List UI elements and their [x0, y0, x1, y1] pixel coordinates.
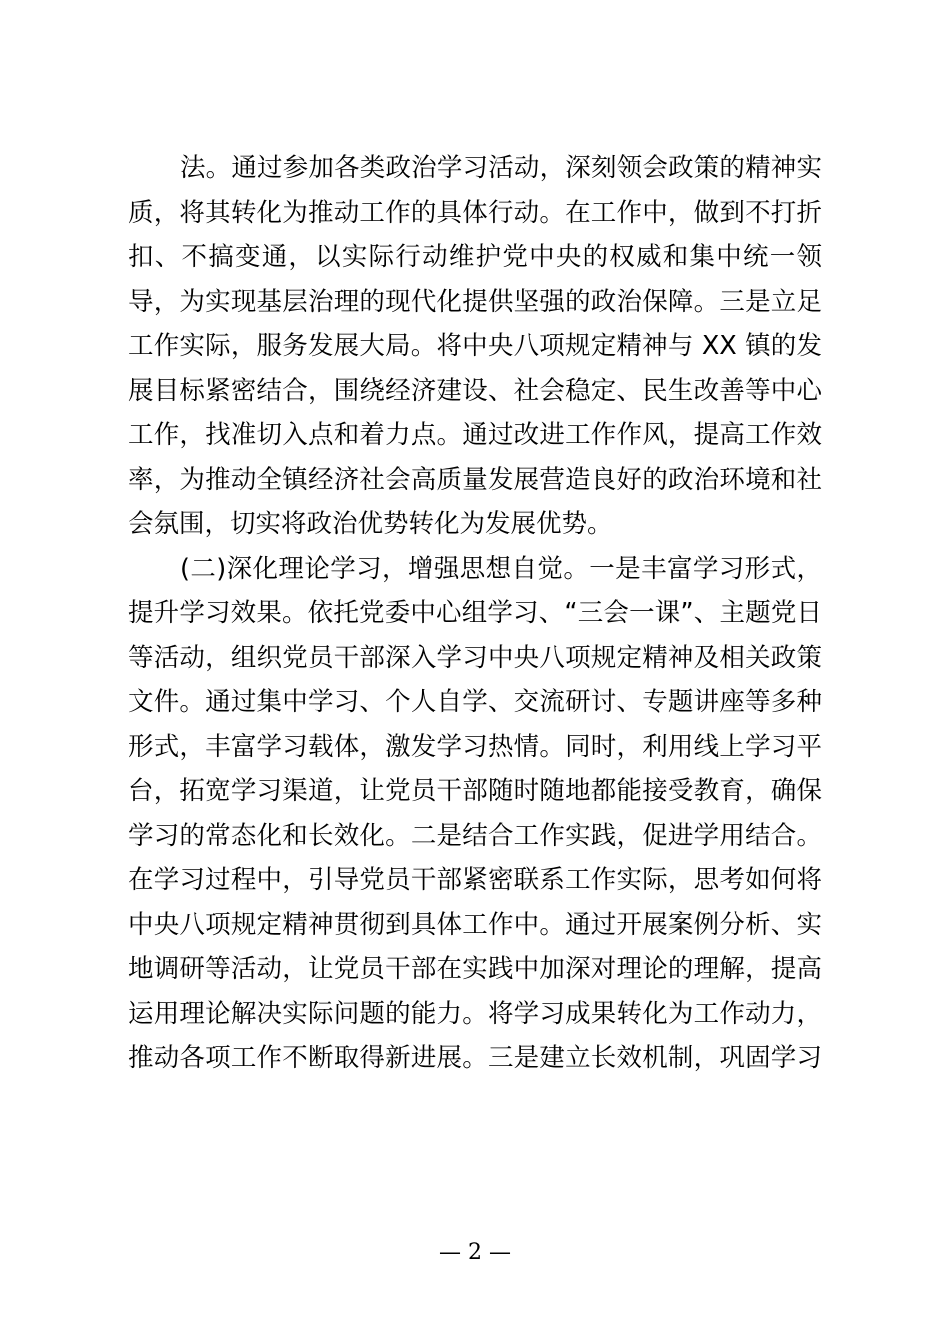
text-line: 在学习过程中，引导党员干部紧密联系工作实际，思考如何将: [128, 865, 822, 895]
text-line: 文件。通过集中学习、个人自学、交流研讨、专题讲座等多种: [128, 687, 822, 717]
text-line: 等活动，组织党员干部深入学习中央八项规定精神及相关政策: [128, 642, 822, 673]
text-line: 提升学习效果。依托党委中心组学习、“三会一课”、主题党日: [128, 598, 822, 628]
body-text: [128, 146, 822, 1081]
text-line: 工作，找准切入点和着力点。通过改进工作作风，提高工作效: [128, 420, 822, 450]
text-line: (二)深化理论学习，增强思想自觉。一是丰富学习形式，: [180, 553, 822, 584]
text-line: 运用理论解决实际问题的能力。将学习成果转化为工作动力，: [128, 998, 822, 1029]
text-line: 推动各项工作不断取得新进展。三是建立长效机制，巩固学习: [128, 1043, 822, 1073]
text-line: 形式，丰富学习载体，激发学习热情。同时，利用线上学习平: [128, 731, 822, 762]
text-line: 中央八项规定精神贯彻到具体工作中。通过开展案例分析、实: [128, 909, 822, 940]
text-line: 台，拓宽学习渠道，让党员干部随时随地都能接受教育，确保: [128, 776, 822, 806]
text-line: 工作实际，服务发展大局。将中央八项规定精神与 XX 镇的发: [128, 331, 822, 361]
text-line: 地调研等活动，让党员干部在实践中加深对理论的理解，提高: [128, 954, 822, 984]
text-line: 质，将其转化为推动工作的具体行动。在工作中，做到不打折: [128, 197, 822, 228]
text-line: 率，为推动全镇经济社会高质量发展营造良好的政治环境和社: [128, 464, 822, 495]
text-line: 展目标紧密结合，围绕经济建设、社会稳定、民生改善等中心: [128, 375, 822, 406]
page-number: — 2 —: [439, 1240, 511, 1265]
text-line: 会氛围，切实将政治优势转化为发展优势。: [128, 509, 613, 539]
text-line: 导，为实现基层治理的现代化提供坚强的政治保障。三是立足: [128, 286, 822, 317]
text-line: 扣、不搞变通，以实际行动维护党中央的权威和集中统一领: [128, 242, 822, 272]
text-line: 法。通过参加各类政治学习活动，深刻领会政策的精神实: [180, 153, 822, 183]
text-line: 学习的常态化和长效化。二是结合工作实践，促进学用结合。: [128, 820, 822, 851]
